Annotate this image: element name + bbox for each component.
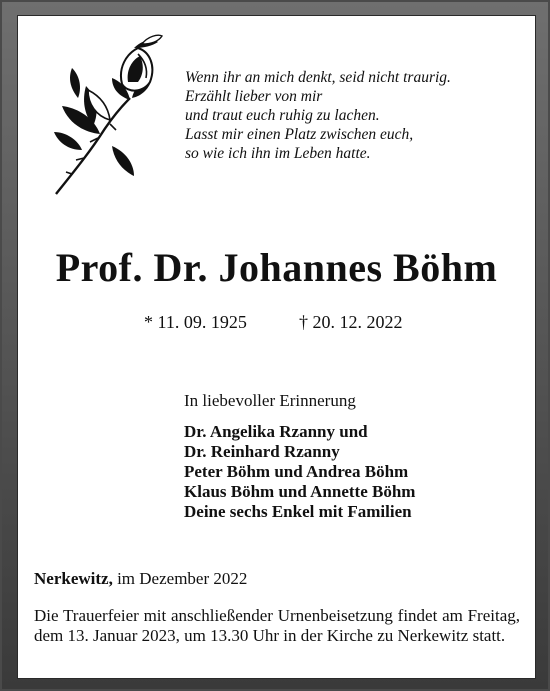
poem	[185, 68, 515, 163]
poem-line: Wenn ihr an mich denkt, seid nicht traurig.	[185, 69, 451, 86]
mourner-name: Peter Böhm und Andrea Böhm	[184, 462, 409, 481]
poem-line: so wie ich ihn im Leben hatte.	[185, 145, 371, 162]
mourner-name: Dr. Angelika Rzanny und	[184, 422, 368, 441]
poem-line: Erzählt lieber von mir	[185, 88, 323, 105]
memory-intro: In liebevoller Erinnerung	[184, 391, 356, 410]
death-date: † 20. 12. 2022	[299, 312, 403, 332]
obituary-notice	[18, 16, 535, 678]
rose-icon	[38, 34, 170, 204]
place-date-line	[34, 569, 247, 589]
place-town: Nerkewitz,	[34, 569, 113, 588]
deceased-name: Prof. Dr. Johannes Böhm	[55, 245, 498, 290]
place-date: im Dezember 2022	[112, 569, 248, 588]
birth-date: * 11. 09. 1925	[144, 312, 247, 332]
poem-line: und traut euch ruhig zu lachen.	[185, 107, 380, 124]
poem-line: Lasst mir einen Platz zwischen euch,	[185, 126, 414, 143]
mourner-name: Klaus Böhm und Annette Böhm	[184, 482, 416, 501]
mourners-list	[184, 422, 415, 522]
funeral-info: Die Trauerfeier mit anschließender Urnenbeisetzung findet am Freitag, dem 13. Januar 2023, um 13.30 Uhr in der Kirche zu Nerkewitz statt.	[34, 606, 520, 645]
mourner-name: Dr. Reinhard Rzanny	[184, 442, 340, 461]
mourner-name: Deine sechs Enkel mit Familien	[184, 502, 412, 521]
